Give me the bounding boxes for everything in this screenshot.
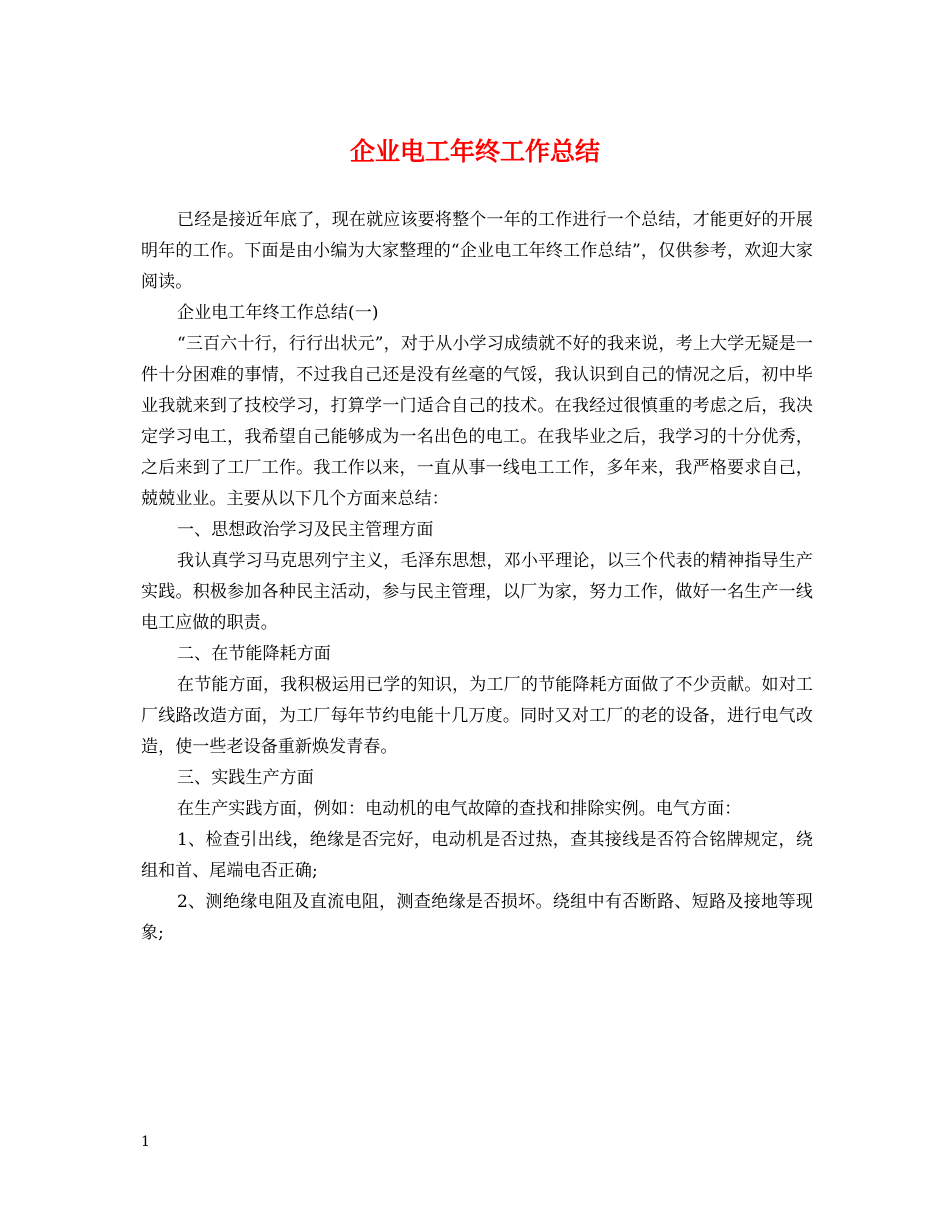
page-number: 1 <box>141 1134 150 1150</box>
body-paragraph: “三百六十行，行行出状元”，对于从小学习成绩就不好的我来说，考上大学无疑是一件十分困难的事情，不过我自己还是没有丝毫的气馁，我认识到自己的情况之后，初中毕业我就来到了技校学习，打算学一门适合自己的技术。在我经过很慎重的考虑之后，我决定学习电工，我希望自己能够成为一名出色的电工。在我毕业之后，我学习的十分优秀，之后来到了工厂工作。我工作以来，一直从事一线电工工作，多年来，我严格要求自己，兢兢业业。主要从以下几个方面来总结： <box>141 334 813 509</box>
document-title: 企业电工年终工作总结 <box>349 137 600 166</box>
intro-paragraph: 已经是接近年底了，现在就应该要将整个一年的工作进行一个总结，才能更好的开展明年的工作。下面是由小编为大家整理的“企业电工年终工作总结”，仅供参考，欢迎大家阅读。 <box>141 210 813 292</box>
list-item: 2、测绝缘电阻及直流电阻，测查绝缘是否损坏。绕组中有否断路、短路及接地等现象; <box>141 892 813 943</box>
body-paragraph: 在生产实践方面，例如：电动机的电气故障的查找和排除实例。电气方面： <box>177 799 742 819</box>
section-heading-energy: 二、在节能降耗方面 <box>177 644 331 664</box>
section-heading-politics: 一、思想政治学习及民主管理方面 <box>177 520 434 540</box>
section-heading-one: 企业电工年终工作总结(一) <box>177 303 379 323</box>
body-paragraph: 在节能方面，我积极运用已学的知识，为工厂的节能降耗方面做了不少贡献。如对工厂线路改造方面，为工厂每年节约电能十几万度。同时又对工厂的老的设备，进行电气改造，使一些老设备重新焕发青春。 <box>141 675 813 757</box>
body-paragraph: 我认真学习马克思列宁主义，毛泽东思想，邓小平理论，以三个代表的精神指导生产实践。积极参加各种民主活动，参与民主管理，以厂为家，努力工作，做好一名生产一线电工应做的职责。 <box>141 551 813 633</box>
list-item: 1、检查引出线，绝缘是否完好，电动机是否过热，查其接线是否符合铭牌规定，绕组和首、尾端电否正确; <box>141 830 813 881</box>
document-body <box>141 205 813 949</box>
section-heading-practice: 三、实践生产方面 <box>177 768 314 788</box>
